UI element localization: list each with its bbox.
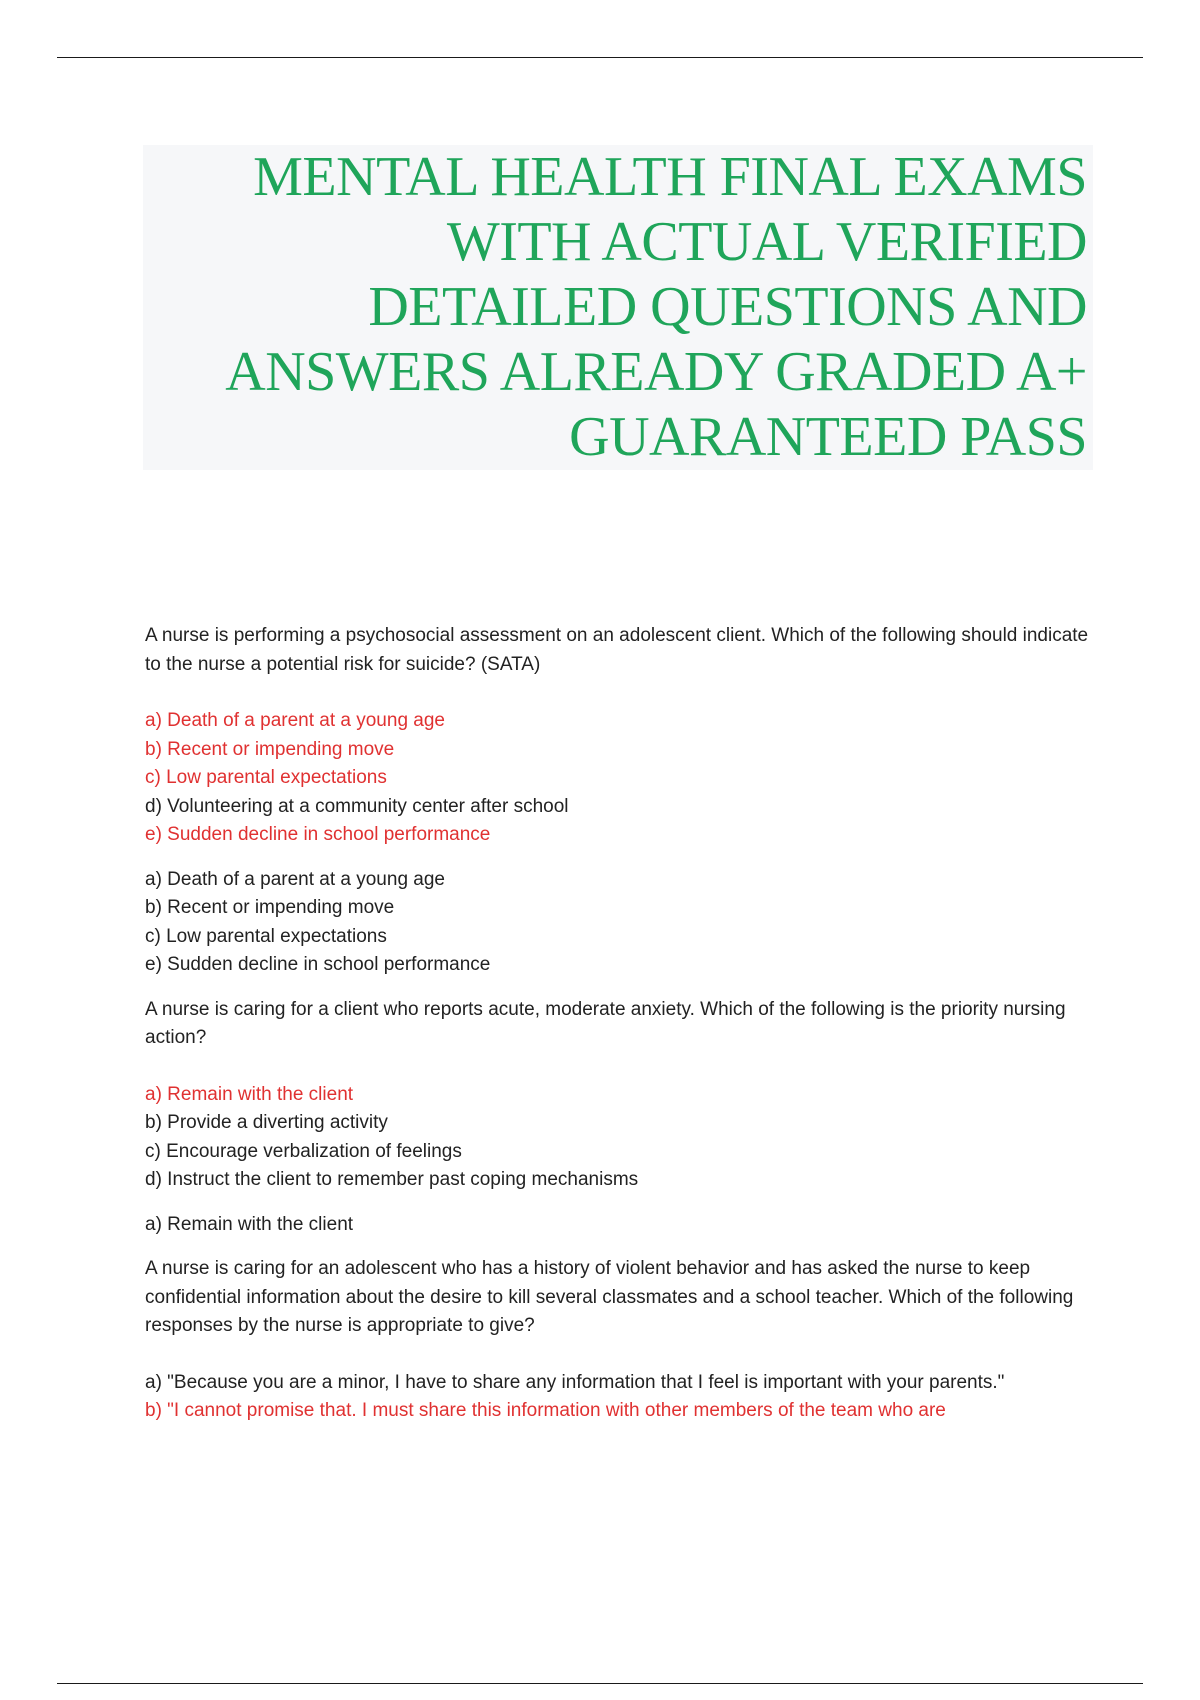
title-line-4: ANSWERS ALREADY GRADED A+ [225,341,1087,403]
question-3-option-a: a) "Because you are a minor, I have to share any information that I feel is important with your parents." [145,1371,1005,1393]
question-2-option-a: a) Remain with the client [145,1083,354,1105]
question-1-answer-c: c) Low parental expectations [145,925,387,947]
title-line-3: DETAILED QUESTIONS AND [368,276,1087,338]
question-1-option-e: e) Sudden decline in school performance [145,824,491,845]
title-line-1: MENTAL HEALTH FINAL EXAMS [253,146,1087,208]
question-2-option-b: b) Provide a diverting activity [145,1112,388,1133]
question-2-option-d: d) Instruct the client to remember past coping mechanisms [145,1169,639,1190]
title-banner [143,145,1093,470]
question-2-answer: a) Remain with the client [145,1213,354,1235]
question-1-answer-a: a) Death of a parent at a young age [145,868,445,890]
header-rule [57,57,1143,58]
question-2-text: A nurse is caring for a client who reports acute, moderate anxiety. Which of the following is the priority nursing action? [145,998,1066,1048]
question-1-option-d: d) Volunteering at a community center after school [145,795,569,817]
question-1-option-a: a) Death of a parent at a young age [145,710,445,731]
title-line-5: GUARANTEED PASS [569,406,1087,468]
document-body [145,622,1105,1426]
footer-rule [57,1683,1143,1684]
question-2-option-c: c) Encourage verbalization of feelings [145,1140,462,1162]
question-1-text: A nurse is performing a psychosocial assessment on an adolescent client. Which of the following should indicate to the nurse a potential risk for suicide? (SATA) [145,625,1089,675]
question-1-option-c: c) Low parental expectations [145,767,387,788]
title-line-2: WITH ACTUAL VERIFIED [446,211,1087,273]
question-1-option-b: b) Recent or impending move [145,738,395,760]
question-1-answer-e: e) Sudden decline in school performance [145,954,491,975]
question-3-option-b: b) "I cannot promise that. I must share this information with other members of the team who are [145,1400,946,1421]
question-3-text: A nurse is caring for an adolescent who has a history of violent behavior and has asked the nurse to keep confidential information about the desire to kill several classmates and a school teacher. Which of the following responses by the nurse is appropriate to give? [145,1258,1074,1336]
question-1-answer-b: b) Recent or impending move [145,897,395,918]
